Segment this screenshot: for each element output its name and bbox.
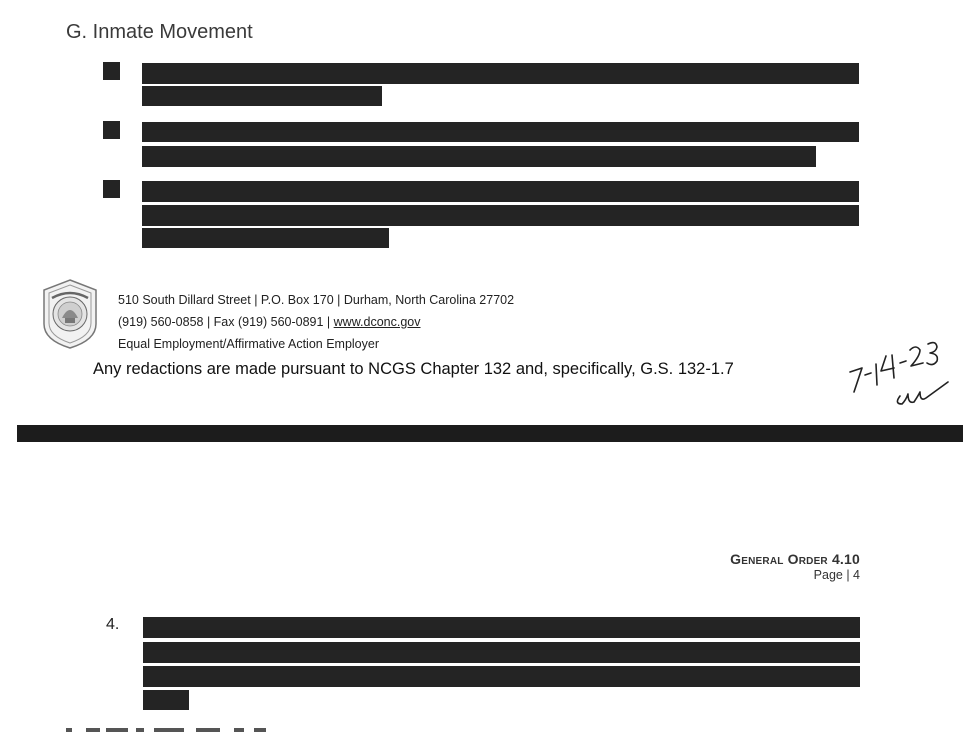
cutoff-text-fragment [66, 726, 276, 732]
general-order-title [730, 551, 860, 567]
employer-note: Equal Employment/Affirmative Action Employer [118, 337, 379, 351]
handwritten-signature [840, 330, 965, 410]
county-seal-logo [40, 278, 100, 350]
redaction-bar [142, 86, 382, 106]
redaction-bar [142, 146, 816, 167]
redaction-bar [142, 122, 859, 142]
page-number: Page | 4 [813, 568, 860, 582]
redacted-bullet [103, 62, 120, 80]
redaction-bar [142, 181, 859, 202]
item-number: 4. [106, 616, 120, 633]
redaction-statement: Any redactions are made pursuant to NCGS Chapter 132 and, specifically, G.S. 132-1.7 [93, 360, 734, 378]
contact-line [118, 315, 421, 329]
redaction-bar [143, 666, 860, 687]
page-divider [17, 425, 963, 442]
phone-fax-text: (919) 560-0858 | Fax (919) 560-0891 | [118, 315, 334, 329]
section-heading: G. Inmate Movement [66, 21, 253, 43]
redaction-bar [143, 617, 860, 638]
redaction-bar [143, 642, 860, 663]
website-link[interactable]: www.dconc.gov [333, 315, 421, 329]
address-line: 510 South Dillard Street | P.O. Box 170 | Durham, North Carolina 27702 [118, 293, 515, 307]
redaction-bar [142, 205, 859, 226]
redacted-bullet [103, 180, 120, 198]
redaction-bar [142, 63, 859, 84]
redaction-bar [143, 690, 189, 710]
general-order-title-text: General Order 4.10 [730, 551, 860, 567]
redacted-bullet [103, 121, 120, 139]
redaction-bar [142, 228, 389, 248]
